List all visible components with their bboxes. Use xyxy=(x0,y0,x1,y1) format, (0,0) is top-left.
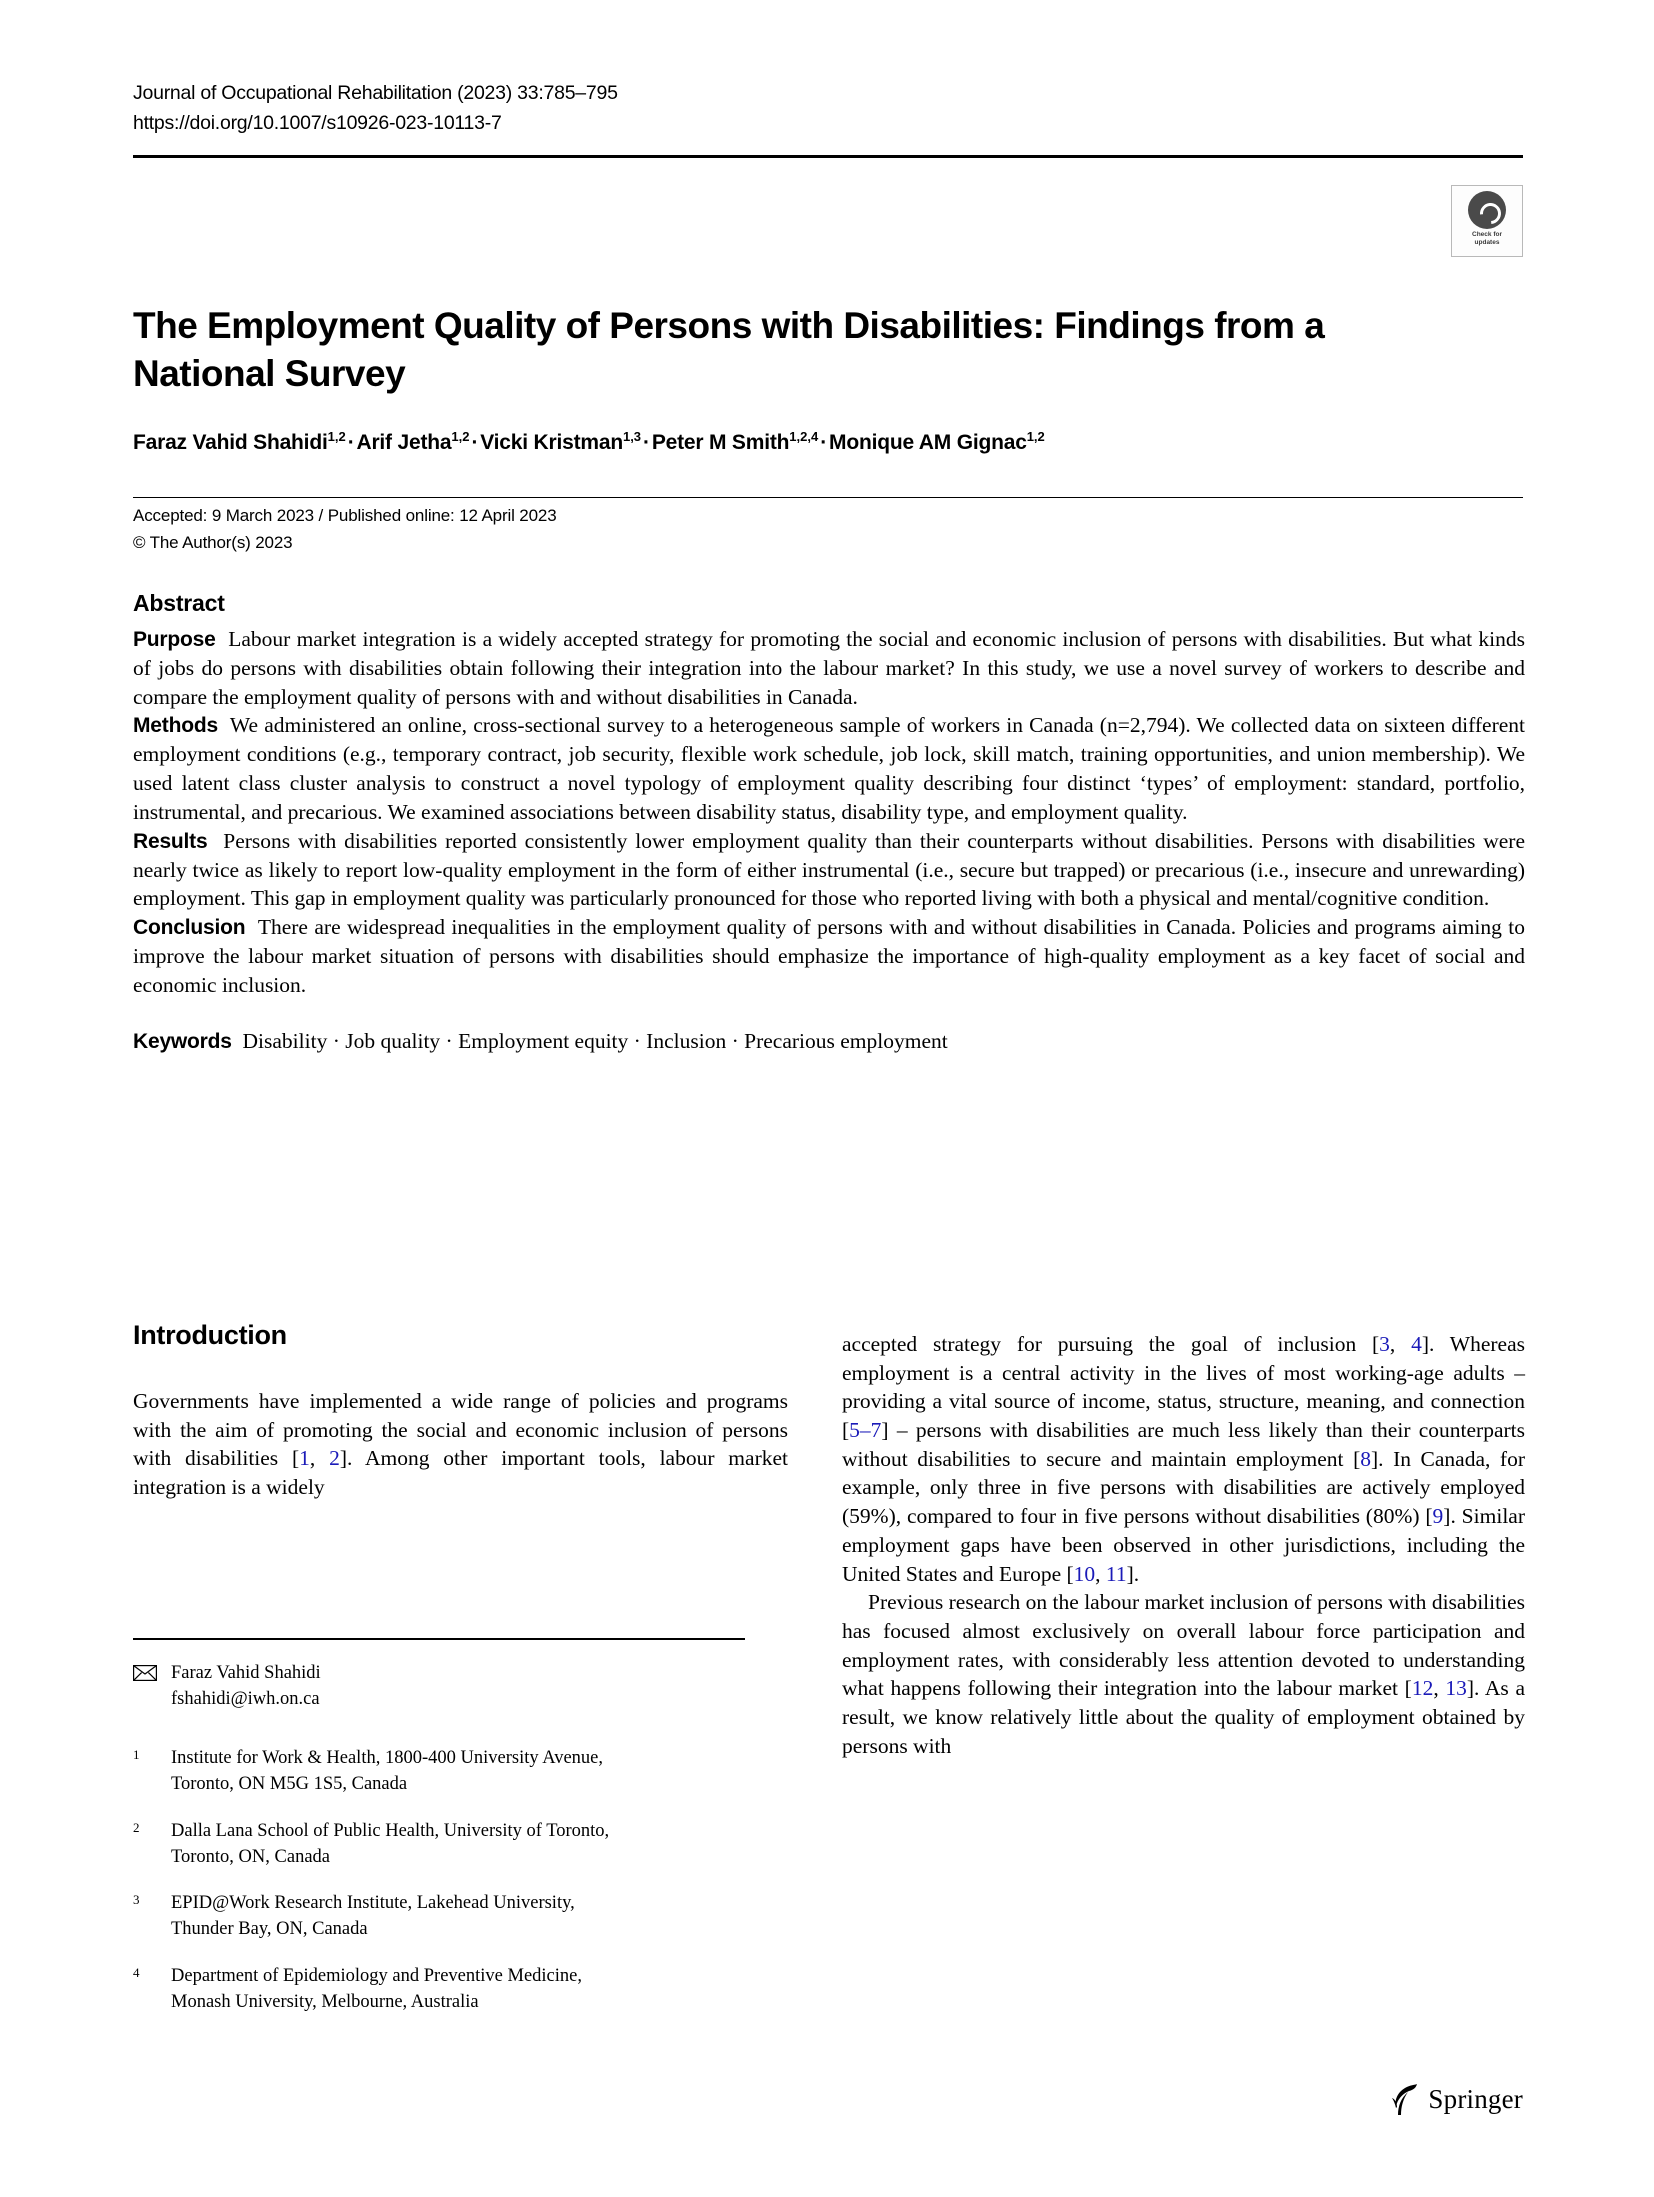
affiliation-text xyxy=(171,1818,758,1871)
author-affiliation-marker: 1,3 xyxy=(622,429,642,444)
intro-left-text-1: Governments have implemented a wide range of policies and programs with the aim of promoting the social and economic inclusion of persons with disabilities [ xyxy=(133,1389,788,1471)
crossmark-check-for-updates-icon xyxy=(1468,191,1506,229)
citation-ref-13[interactable]: 13 xyxy=(1445,1676,1467,1701)
abstract-methods-text: We administered an online, cross-sectional survey to a heterogeneous sample of workers in Canada (n=2,794). We collected data on sixteen different employment conditions (e.g., temporary contract, job security, flexible work schedule, job lock, skill match, training opportunities, and union membership). We used latent class cluster analysis to construct a novel typology of employment quality describing four distinct ‘types’ of employment: standard, portfolio, instrumental, and precarious. We examined associations between disability status, disability type, and employment quality. xyxy=(133,713,1525,824)
abstract-section xyxy=(133,590,1525,1078)
keywords-line xyxy=(133,1027,1525,1056)
affiliation-line: EPID@Work Research Institute, Lakehead University, xyxy=(171,1893,575,1914)
abstract-purpose-text: Labour market integration is a widely accepted strategy for promoting the social and economic inclusion of persons with disabilities. But what kinds of jobs do persons with disabilities obtain following their integration into the labour market? In this study, we use a novel survey of workers to describe and compare the employment quality of persons with and without disabilities in Canada. xyxy=(133,627,1526,709)
citation-ref-4[interactable]: 4 xyxy=(1411,1332,1422,1356)
affiliation-item xyxy=(133,1818,758,1871)
author-item[interactable] xyxy=(652,431,818,454)
abstract-methods-label: Methods xyxy=(133,714,218,738)
affiliation-number: 1 xyxy=(133,1747,140,1762)
author-affiliation-marker: 1,2 xyxy=(327,429,346,444)
author-affiliation-marker: 1,2,4 xyxy=(789,429,819,444)
crossmark-label-line2: updates xyxy=(1474,238,1500,246)
author-separator: · xyxy=(643,431,650,454)
intro-left-text-2: ]. Among other important tools, labour market integration is a widely xyxy=(133,1446,788,1500)
publication-dates xyxy=(133,502,1133,556)
dates-divider xyxy=(133,497,1523,498)
publisher-logo xyxy=(1392,2082,1523,2116)
abstract-conclusion-label: Conclusion xyxy=(133,915,246,939)
intro-paragraph-left xyxy=(133,1387,788,1502)
affiliation-line: Dalla Lana School of Public Health, University of Toronto, xyxy=(171,1820,610,1841)
abstract-heading: Abstract xyxy=(133,590,225,616)
crossmark-label-line1: Check for xyxy=(1472,231,1502,238)
accepted-published-line: Accepted: 9 March 2023 / Published online: 12 April 2023 xyxy=(133,506,557,525)
header-divider xyxy=(133,155,1523,158)
springer-leaf-icon xyxy=(1392,2082,1418,2116)
citation-ref-3[interactable]: 3 xyxy=(1379,1332,1390,1356)
corresponding-author-details xyxy=(171,1660,321,1713)
affiliation-item xyxy=(133,1890,758,1943)
affiliation-item xyxy=(133,1963,758,2016)
affiliation-item xyxy=(133,1745,758,1798)
author-name: Monique AM Gignac xyxy=(829,431,1027,454)
journal-citation-line: Journal of Occupational Rehabilitation (2023) 33:785–795 xyxy=(133,82,618,104)
intro-right-text-6: ]. xyxy=(1126,1561,1140,1586)
affiliation-line: Toronto, ON, Canada xyxy=(171,1846,331,1867)
abstract-results xyxy=(133,827,1525,913)
intro-paragraph-right-1 xyxy=(842,1330,1525,1588)
affiliations-list xyxy=(133,1745,758,2035)
citation-ref-1[interactable]: 1 xyxy=(299,1446,310,1471)
affiliation-number: 3 xyxy=(133,1892,140,1908)
author-name: Faraz Vahid Shahidi xyxy=(133,431,328,454)
author-separator: · xyxy=(820,431,828,454)
author-name: Vicki Kristman xyxy=(480,431,623,454)
abstract-conclusion-text: There are widespread inequalities in the employment quality of persons with and without disabilities in Canada. Policies and programs aiming to improve the labour market situation of persons with disabilities should emphasize the importance of high-quality employment as a key facet of social and economic inclusion. xyxy=(133,914,1525,997)
citation-ref-12[interactable]: 12 xyxy=(1411,1676,1434,1701)
intro-right-text-5: ]. Similar employment gaps have been observed in other jurisdictions, including the United States and Europe [ xyxy=(842,1504,1525,1586)
keywords-values: Disability · Job quality · Employment equity · Inclusion · Precarious employment xyxy=(242,1029,948,1054)
page-title: The Employment Quality of Persons with Disabilities: Findings from a National Survey xyxy=(133,304,1325,394)
column-left xyxy=(133,1320,788,1502)
abstract-purpose xyxy=(133,625,1525,711)
corresponding-author-email[interactable]: fshahidi@iwh.on.ca xyxy=(171,1689,320,1710)
author-item[interactable] xyxy=(356,431,469,454)
citation-sep: , xyxy=(1389,1332,1412,1356)
introduction-heading: Introduction xyxy=(133,1320,287,1350)
abstract-methods xyxy=(133,711,1525,826)
corresponding-author-block xyxy=(133,1660,753,1713)
affiliation-line: Toronto, ON M5G 1S5, Canada xyxy=(171,1774,408,1795)
corresponding-author-row xyxy=(133,1660,753,1713)
intro-right-text-2: ]. Whereas employment is a central activity in the lives of most working-age adults – providing a vital source of income, status, structure, meaning, and connection [ xyxy=(842,1332,1526,1443)
affiliation-line: Department of Epidemiology and Preventive Medicine, xyxy=(171,1965,582,1986)
citation-ref-10[interactable]: 10 xyxy=(1073,1561,1096,1586)
affiliation-text xyxy=(171,1745,758,1798)
affiliation-number: 2 xyxy=(133,1819,140,1835)
citation-sep: , xyxy=(1433,1676,1446,1701)
intro-right-p2-text-1: Previous research on the labour market inclusion of persons with disabilities has focused almost exclusively on overall labour force participation and employment rates, with considerably less attention devoted to understanding what happens following their integration into the labour market [ xyxy=(842,1590,1525,1701)
citation-sep: , xyxy=(1095,1561,1106,1586)
author-item[interactable] xyxy=(133,431,346,454)
author-affiliation-marker: 1,2 xyxy=(451,429,470,444)
intro-right-p2-text-2: ]. As a result, we know relatively little about the quality of employment obtained by persons with xyxy=(842,1676,1525,1758)
intro-right-text-4: ]. In Canada, for example, only three in five persons with disabilities are actively employed (59%), compared to four in five persons without disabilities (80%) [ xyxy=(842,1446,1525,1529)
citation-sep: , xyxy=(309,1446,330,1471)
affiliation-number: 4 xyxy=(133,1964,140,1980)
corresponding-author-name: Faraz Vahid Shahidi xyxy=(171,1663,321,1683)
envelope-icon xyxy=(133,1665,157,1681)
keywords-label: Keywords xyxy=(133,1030,232,1054)
affiliation-text xyxy=(171,1890,758,1943)
abstract-results-text: Persons with disabilities reported consistently lower employment quality than their counterparts without disabilities. Persons with disabilities were nearly twice as likely to report low-quality employment in the form of either instrumental (i.e., secure but trapped) or precarious (i.e., insecure and unrewarding) employment. This gap in employment quality was particularly pronounced for those who reported living with both a physical and mental/cognitive condition. xyxy=(133,828,1526,911)
author-affiliation-marker: 1,2 xyxy=(1026,429,1045,444)
citation-ref-9[interactable]: 9 xyxy=(1432,1504,1444,1529)
abstract-results-label: Results xyxy=(133,829,208,853)
intro-right-text-3: ] – persons with disabilities are much less likely than their counterparts without disabilities to secure and maintain employment [ xyxy=(842,1418,1525,1471)
citation-ref-5-7[interactable]: 5–7 xyxy=(849,1418,882,1443)
citation-ref-11[interactable]: 11 xyxy=(1105,1561,1127,1586)
author-separator: · xyxy=(471,431,479,454)
crossmark-label xyxy=(1472,231,1502,246)
crossmark-badge[interactable] xyxy=(1451,185,1523,257)
author-item[interactable] xyxy=(829,431,1045,454)
author-list xyxy=(133,428,1443,457)
citation-ref-2[interactable]: 2 xyxy=(329,1446,340,1471)
author-name: Arif Jetha xyxy=(356,431,452,454)
doi-link[interactable]: https://doi.org/10.1007/s10926-023-10113-7 xyxy=(133,112,502,135)
footnote-divider xyxy=(133,1638,745,1640)
citation-ref-8[interactable]: 8 xyxy=(1360,1446,1371,1471)
affiliation-line: Thunder Bay, ON, Canada xyxy=(171,1919,368,1940)
abstract-conclusion xyxy=(133,913,1525,999)
column-right xyxy=(842,1330,1525,1760)
copyright-line: © The Author(s) 2023 xyxy=(133,533,293,553)
intro-paragraph-right-2 xyxy=(842,1588,1525,1760)
author-name: Peter M Smith xyxy=(651,431,790,454)
affiliation-line: Institute for Work & Health, 1800-400 University Avenue, xyxy=(171,1748,603,1768)
affiliation-text xyxy=(171,1963,758,2016)
affiliation-line: Monash University, Melbourne, Australia xyxy=(171,1991,479,2012)
intro-right-text-1: accepted strategy for pursuing the goal of inclusion [ xyxy=(842,1332,1380,1356)
running-head xyxy=(133,78,1523,138)
author-separator: · xyxy=(347,431,355,454)
springer-wordmark: Springer xyxy=(1428,2083,1523,2114)
author-item[interactable] xyxy=(480,431,641,454)
abstract-purpose-label: Purpose xyxy=(133,628,216,651)
